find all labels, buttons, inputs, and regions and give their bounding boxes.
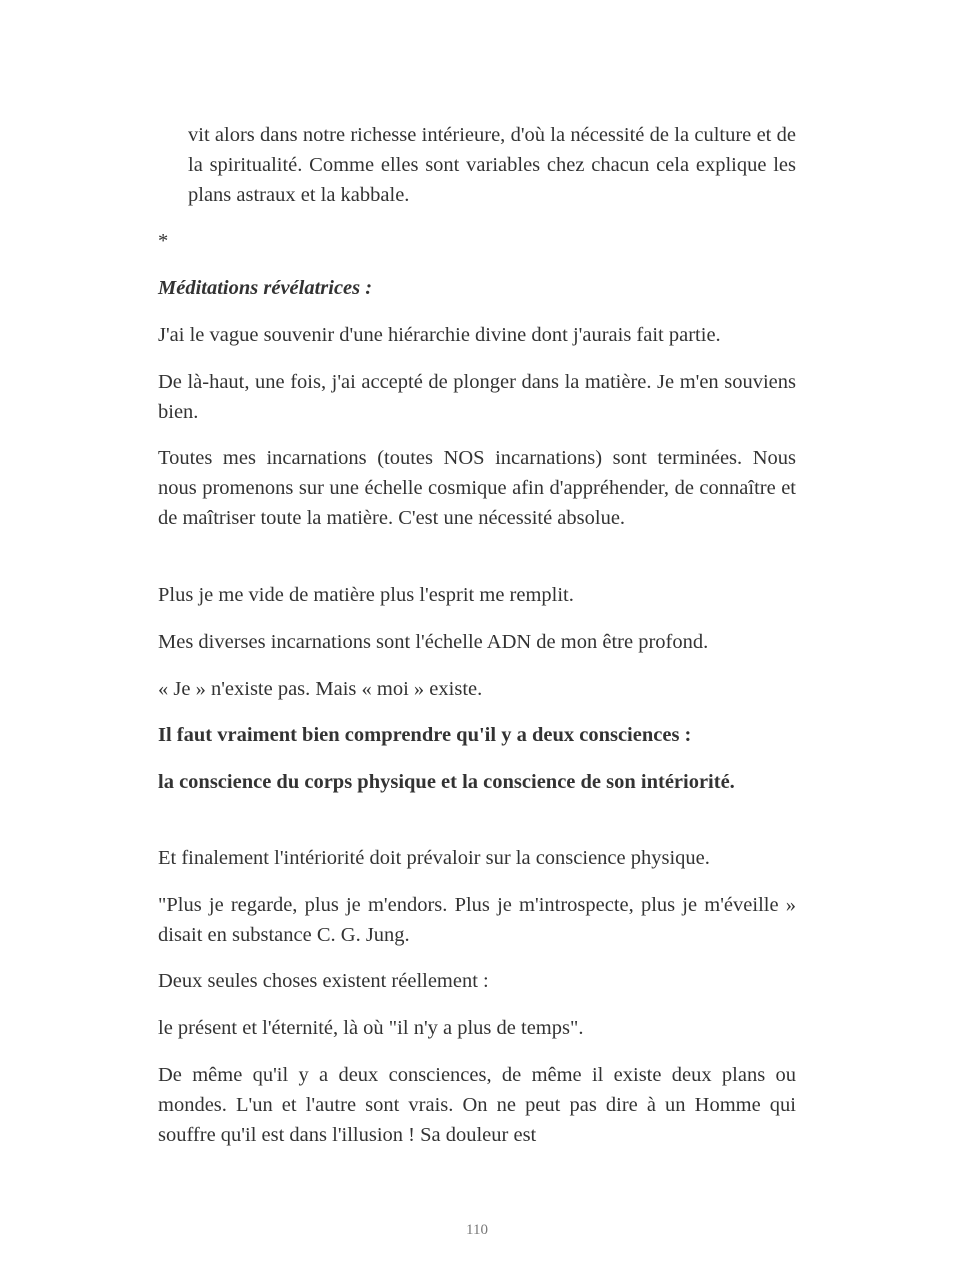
paragraph-continuation: vit alors dans notre richesse intérieure, d'où la nécessité de la culture et de la spiritualité. Comme elles sont variables chez chacun cela explique les plans astraux et la kabbale. — [188, 124, 796, 206]
paragraph: Mes diverses incarnations sont l'échelle ADN de mon être profond. — [158, 631, 709, 653]
paragraph: le présent et l'éternité, là où "il n'y a plus de temps". — [158, 1017, 584, 1039]
section-separator: * — [158, 230, 169, 252]
page-number: 110 — [466, 1222, 488, 1238]
paragraph-bold: la conscience du corps physique et la conscience de son intériorité. — [158, 771, 735, 793]
paragraph-bold: Il faut vraiment bien comprendre qu'il y a deux consciences : — [158, 724, 692, 746]
paragraph: Plus je me vide de matière plus l'esprit me remplit. — [158, 584, 574, 606]
paragraph: Et finalement l'intériorité doit prévaloir sur la conscience physique. — [158, 847, 710, 869]
paragraph: Toutes mes incarnations (toutes NOS incarnations) sont terminées. Nous nous promenons sur une échelle cosmique afin d'appréhender, de connaître et de maîtriser toute la matière. C'est une nécessité absolue. — [158, 447, 796, 529]
paragraph: « Je » n'existe pas. Mais « moi » existe. — [158, 678, 483, 700]
section-heading: Méditations révélatrices : — [158, 277, 373, 299]
paragraph-quote: "Plus je regarde, plus je m'endors. Plus je m'introspecte, plus je m'éveille » disait en substance C. G. Jung. — [158, 894, 796, 946]
paragraph: Deux seules choses existent réellement : — [158, 970, 489, 992]
paragraph: J'ai le vague souvenir d'une hiérarchie divine dont j'aurais fait partie. — [158, 324, 721, 346]
paragraph: De là-haut, une fois, j'ai accepté de plonger dans la matière. Je m'en souviens bien. — [158, 371, 796, 423]
paragraph: De même qu'il y a deux consciences, de même il existe deux plans ou mondes. L'un et l'autre sont vrais. On ne peut pas dire à un Homme qui souffre qu'il est dans l'illusion ! Sa douleur est — [158, 1064, 796, 1146]
